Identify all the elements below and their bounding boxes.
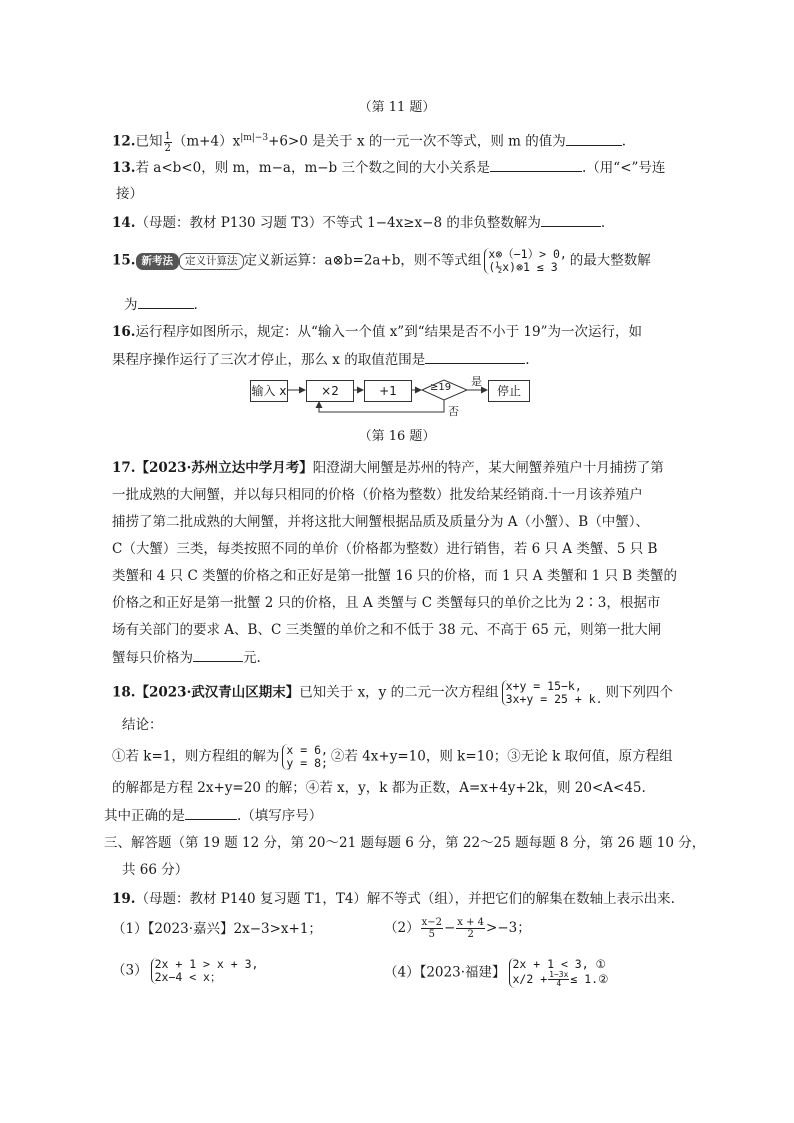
- section-3-header-line2: 共 66 分）: [122, 862, 189, 878]
- q18-line5-text: 其中正确的是: [104, 808, 185, 824]
- new-method-tag: 新考法: [136, 253, 180, 270]
- q16-end: .: [525, 352, 530, 368]
- q18-line3-b: ②若 4x+y=10，则 k=10；③无论 k 取何值，原方程组: [330, 748, 673, 765]
- q19-part-2-fraction-2: [456, 917, 485, 940]
- q15-line2-text: 为: [124, 297, 138, 313]
- q17-line7: 场有关部门的要求 A、B、C 三类蟹的单价之和不低于 38 元、不高于 65 元，则第一批大闸: [112, 622, 662, 638]
- q19-part-3-label: （3）: [112, 962, 148, 979]
- answer-blank[interactable]: [138, 294, 194, 309]
- system-line-2-a: x/2 +: [512, 972, 548, 986]
- q12-text-a: 已知: [135, 133, 163, 150]
- q17-line2: 一批成熟的大闸蟹，并以每只相同的价格（价格为整数）批发给某经销商.十一月该养殖户: [112, 487, 643, 503]
- q17-line4: C（大蟹）三类，每类按照不同的单价（价格都为整数）进行销售，若 6 只 A 类蟹、5 只 B: [112, 541, 658, 557]
- system-line-2-b: ≤ 1.②: [570, 972, 609, 986]
- inequality-system: [484, 248, 566, 274]
- q12-text-c: +6>0 是关于 x 的一元一次不等式，则 m 的值为: [268, 133, 566, 150]
- question-number: 16.: [112, 324, 136, 340]
- question-15: [112, 248, 651, 274]
- fraction-numerator: 1: [164, 130, 171, 142]
- stop-box: 停止: [488, 380, 530, 402]
- question-14: [112, 212, 605, 233]
- solution-system: [282, 744, 328, 770]
- q14-end: .: [600, 215, 606, 231]
- section-3-header: 三、解答题（第 19 题 12 分，第 20～21 题每题 6 分，第 22～25 题每题 8 分，第 26 题 10 分，: [104, 835, 706, 851]
- question-18: [112, 680, 673, 706]
- system-line-2: 3x+y = 25 + k.: [505, 692, 603, 706]
- q17-line8-end: 元.: [243, 650, 261, 666]
- q17-line1: 阳澄湖大闸蟹是苏州的特产，某大闸蟹养殖户十月捕捞了第: [312, 460, 664, 476]
- answer-blank[interactable]: [490, 157, 582, 172]
- q17-line5: 类蟹和 4 只 C 类蟹的价格之和正好是第一批蟹 16 只的价格，而 1 只 A 类蟹和 1 只 B 类蟹的: [112, 568, 678, 584]
- q16-line2: [112, 349, 530, 370]
- question-13: [112, 157, 665, 178]
- add-box: +1: [364, 380, 412, 402]
- q13-line1-end: .（用“<”号连: [582, 160, 666, 176]
- q13-line2: 接）: [116, 186, 143, 202]
- system-line-2: 2x−4 < x；: [154, 970, 222, 984]
- minus-sign: −: [443, 920, 456, 936]
- system-line-1: x+y = 15−k,: [505, 679, 582, 693]
- fraction-denominator: 2: [467, 929, 474, 940]
- q12-text-b: （m+4）x: [172, 133, 241, 150]
- q18-line3-a: ①若 k=1，则方程组的解为: [112, 748, 280, 765]
- q19-part-2-label: （2）: [384, 920, 420, 936]
- q19-part-2-fraction-1: [421, 917, 443, 940]
- q18-text-a: 已知关于 x，y 的二元一次方程组: [299, 684, 499, 701]
- question-number: 19.: [112, 891, 136, 907]
- inequality-system: [509, 958, 609, 988]
- question-16: [112, 322, 642, 342]
- system-line-1: 2x + 1 < 3, ①: [512, 957, 606, 971]
- q14-text: （母题：教材 P130 习题 T3）不等式 1−4x≥x−8 的非负整数解为: [135, 215, 541, 231]
- no-label: 否: [448, 405, 459, 418]
- q19-part-1: （1）【2023·嘉兴】2x−3>x+1；: [112, 921, 322, 937]
- question-source: 【2023·武汉青山区期末】: [135, 684, 300, 701]
- q16-line2-text: 果程序操作运行了三次才停止，那么 x 的取值范围是: [112, 352, 426, 368]
- answer-blank[interactable]: [541, 212, 601, 227]
- equation-system: [502, 680, 603, 706]
- q17-line3: 捕捞了第二批成熟的大闸蟹，并将这批大闸蟹根据品质及质量分为 A（小蟹）、B（中蟹）、: [112, 514, 649, 530]
- q18-line4: 的解都是方程 2x+y=20 的解；④若 x，y，k 都为正数，A=x+4y+2k，则 20<A<45.: [112, 780, 646, 796]
- fraction-denominator: 2: [164, 142, 171, 154]
- q17-line8-text: 蟹每只价格为: [112, 650, 193, 666]
- q19-part-4-label: （4）【2023·福建】: [384, 964, 506, 981]
- q18-line5: [104, 805, 322, 826]
- question-number: 13.: [112, 160, 136, 176]
- q12-fraction: [164, 131, 172, 154]
- fraction-numerator: x−2: [421, 917, 442, 928]
- question-17: [112, 458, 664, 478]
- q18-text-b: 则下列四个: [605, 684, 674, 701]
- answer-blank[interactable]: [185, 805, 237, 820]
- q13-line1: 若 a<b<0，则 m，m−a，m−b 三个数之间的大小关系是: [135, 160, 490, 176]
- q15-end: .: [193, 297, 198, 313]
- q19-part-2: [384, 917, 531, 940]
- fraction-numerator: 1−3x: [549, 970, 569, 979]
- q19-text: （母题：教材 P140 复习题 T1，T4）解不等式（组），并把它们的解集在数轴上表示出来.: [135, 891, 675, 907]
- question-number: 15.: [112, 252, 136, 269]
- q17-line8: [112, 647, 261, 668]
- system-line-1: x⊗（−1）> 0,: [488, 247, 567, 261]
- q19-part-3: [112, 958, 261, 984]
- q15-text-b: 的最大整数解: [569, 252, 651, 269]
- q19-part-2-end: >−3；: [486, 920, 531, 936]
- q15-text-a: 定义新运算：a⊗b=2a+b，则不等式组: [243, 252, 482, 269]
- q19-part-4: [384, 958, 611, 988]
- answer-blank[interactable]: [425, 349, 525, 364]
- q18-line3: [112, 744, 673, 770]
- answer-blank[interactable]: [566, 131, 622, 146]
- system-line-2: (½x)⊗1 ≤ 3: [488, 260, 558, 274]
- figure-11-caption: （第 11 题）: [358, 100, 436, 115]
- definition-method-tag: 定义计算法: [179, 253, 244, 270]
- question-source: 【2023·苏州立达中学月考】: [135, 460, 313, 476]
- q18-line2: 结论：: [122, 717, 163, 733]
- question-number: 17.: [112, 460, 136, 476]
- fraction-denominator: 4: [556, 979, 562, 988]
- question-number: 18.: [112, 684, 136, 701]
- question-19: [112, 889, 675, 909]
- condition-label: ≥19: [430, 382, 452, 393]
- system-line-1: 2x + 1 > x + 3,: [154, 957, 259, 971]
- q16-line1: 运行程序如图所示，规定：从“输入一个值 x”到“结果是否不小于 19”为一次运行，如: [135, 324, 642, 340]
- q12-exponent: |m|−3: [240, 133, 269, 143]
- fraction-numerator: x + 4: [457, 917, 485, 928]
- yes-label: 是: [471, 375, 482, 388]
- inequality-system: [151, 958, 259, 984]
- answer-blank[interactable]: [193, 647, 243, 662]
- solution-line-1: x = 6,: [286, 743, 328, 757]
- solution-line-2: y = 8;: [286, 756, 328, 770]
- fraction-denominator: 5: [428, 929, 435, 940]
- question-number: 14.: [112, 215, 136, 231]
- question-number: 12.: [112, 133, 136, 150]
- system-line-2: [513, 971, 609, 988]
- question-12: [112, 128, 626, 154]
- multiply-box: ×2: [306, 380, 354, 402]
- input-box: 输入 x: [250, 380, 288, 402]
- figure-16-caption: （第 16 题）: [358, 429, 436, 444]
- q17-line6: 价格之和正好是第一批蟹 2 只的价格，且 A 类蟹与 C 类蟹每只的单价之比为 2∶3，根据市: [112, 595, 661, 611]
- q18-line5-end: .（填写序号）: [237, 808, 323, 824]
- q15-line2: [124, 294, 198, 315]
- q19-part-4-fraction: [548, 971, 569, 988]
- q12-end: .: [621, 133, 627, 150]
